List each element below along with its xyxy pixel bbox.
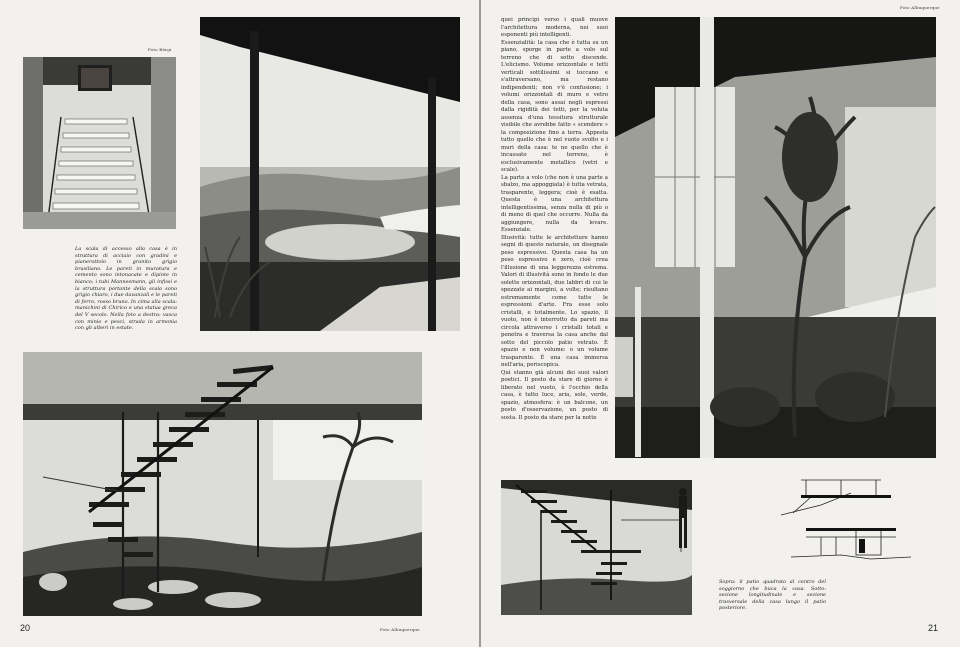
page-number-left: 20: [20, 623, 31, 633]
page-number-right: 21: [928, 623, 939, 633]
photo-credit-top: Foto Bürgi: [148, 47, 172, 52]
architectural-sections-drawing: [781, 475, 921, 570]
left-page: [0, 0, 479, 647]
photo-stair-interior: [23, 57, 176, 229]
body-paragraph: Illusività: tutte le architetture hanno segni di questo naturale, un disegnale peso espressivo. Questa casa ha un peso espressivo e zero, cioè crea l'illusione di una leggerezza estrema. Valori di illusività sono in fondo le due solette orizzontali, due labbri di cui le spezzate ai margini, a volte; risultano estremamente come tutte le espressioni d'arte. Fra esse solo cristalli, e totalmente. Lo spazio, il vuoto, non è interrotto da pareti ma circola attraverso i cristalli totali e penetra e traversa la casa anche dal sotto del piccolo patio vetrato. È spazio e non volume: o un volume trasparente. È una casa immersa nell'aria, periscopica.: [501, 234, 608, 368]
photo-credit-bottom: Foto Albuquerque: [380, 627, 420, 632]
article-body: [501, 17, 608, 422]
left-caption: La scala di accesso alla casa è in struttura di acciaio con gradini e pianerottolo in granito grigio brasiliano. Le pareti in muratura e cemento sono intonacate e dipinte in bianco; i tubi Mannesmann, gli infissi e la struttura portante della scala sono grigio chiaro, i due davanzali e le pareti di ferro, rosso bruno. In cima alla scala: manichini di Chirico e una statua greca del V secolo. Nella foto a destra: vasca con minio e pesci, strada in armonia con gli alberi in estate.: [75, 246, 177, 332]
body-paragraph: La parte a volo (che non è una parte a sbalzo, ma appoggiata) è tutta vetrata, trasparente, leggera; cioè è esatta. Questa è una architettura intelligentissima, senza nulla di più o di meno di quel che occorre. Nulla da aggiungere, nulla da levare. Essenziale.: [501, 174, 608, 233]
photo-exterior-staircase: [23, 352, 422, 616]
right-page: [481, 0, 960, 647]
body-paragraph: Essenzialità: la casa che è tutta su un piano, sporge in parte a volo sul terreno che di sotto discende. L'elicismo. Volume orizzontale e tetti verticali sottilissimi si toccano e s'attraversano, ma restano indipendenti; non v'è confusione; i volumi orizzontali di muro e vetro della casa, sono assai negli espressi dalla rigidità dei tetti, per la voluta assenza d'una tessitura strutturale visibile che avrebbe fatto « scendere » la composizione fino a terra. Appesta tutto quello che è nel vuoto svolto e i muri della casa: te ne quello che è incassato nel terreno, è esclusivamente metallico (vetri e scale).: [501, 39, 608, 173]
photo-credit-top-right: Foto Albuquerque: [900, 5, 940, 10]
photo-patio: [615, 17, 936, 458]
photo-staircase-figure: [501, 480, 692, 615]
body-paragraph: Qui stanno già alcuni dei suoi valori poetici. Il posto da stare di giorno è liberato nel vuoto, è l'occhio della casa, è tutto luce, aria, sole, verde, spazio, atmosfera: è un balcone, un posto d'osservazione, un posto di sosta. Il posto da stare per la notte: [501, 369, 608, 421]
photo-landscape-pond: [200, 17, 460, 331]
body-paragraph: quei principi verso i quali muove l'architettura moderna, nei suoi esponenti più intelligenti.: [501, 17, 608, 38]
right-caption: Sopra: il patio quadrato al centro del soggiorno che buca la casa. Sotto: sezione longitudinale e sezione trasversale della casa lungo il patio posteriore.: [719, 579, 826, 612]
